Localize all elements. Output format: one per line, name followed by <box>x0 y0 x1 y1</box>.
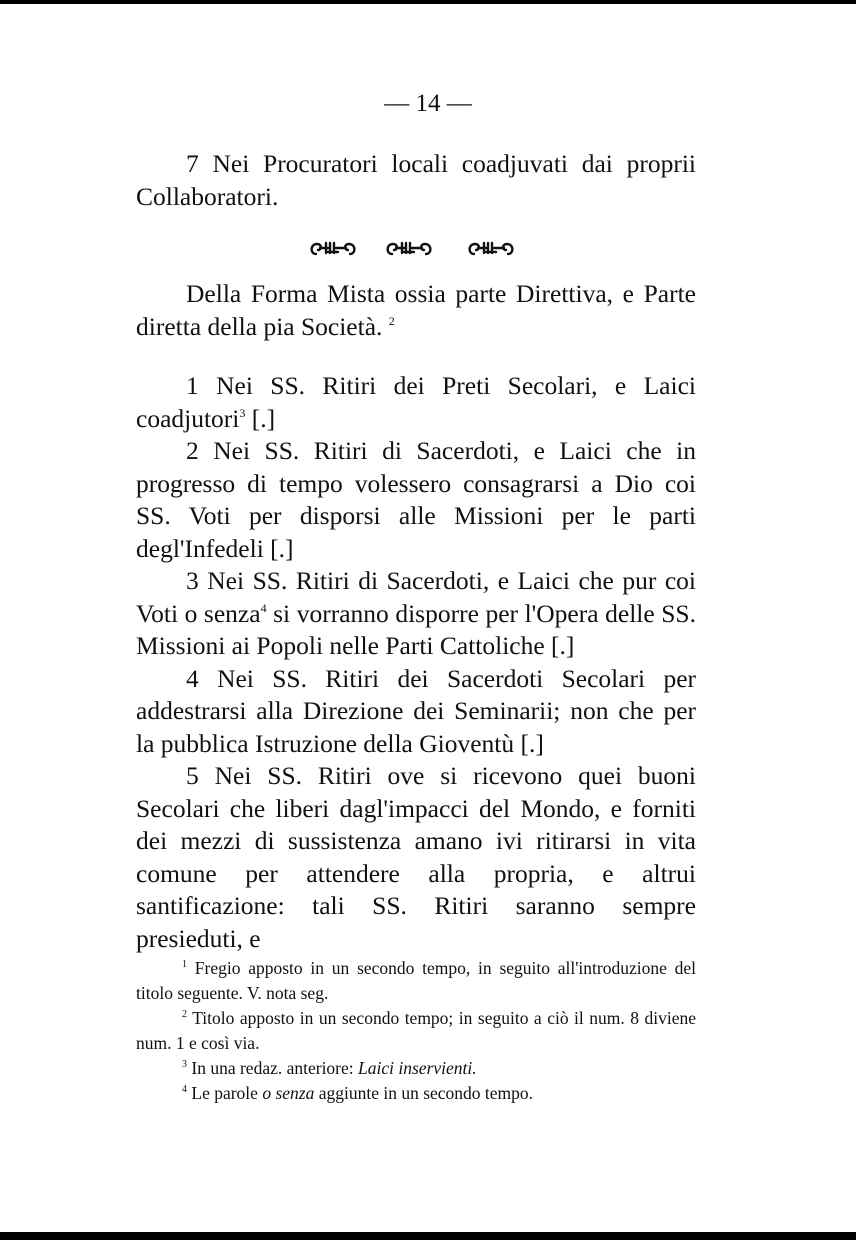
page-number: — 14 — <box>384 90 472 117</box>
list-item-text: 1 Nei SS. Ritiri dei Preti Secolari, e Laici coadjutori <box>136 371 696 433</box>
intro-paragraph <box>136 148 696 213</box>
footnote <box>136 1081 696 1106</box>
footnote-number: 4 <box>182 1084 187 1095</box>
scroll-ornament-icon <box>466 234 516 264</box>
list-item-tail: si vorranno disporre per l'Opera delle SS. Missioni ai Popoli nelle Parti Cattoliche [.] <box>136 598 696 660</box>
footnote-marker: 4 <box>260 600 267 615</box>
footnote-text: Fregio apposto in un secondo tempo, in seguito all'introduzione del titolo seguente. V. nota seg. <box>136 958 696 1003</box>
list-item-text: 5 Nei SS. Ritiri ove si ricevono quei buoni Secolari che liberi dagl'impacci del Mondo, e forniti dei mezzi di sussistenza amano ivi ritirarsi in vita comune per attendere alla propria, e altrui santificazione: tali SS. Ritiri saranno sempre presieduti, e <box>136 761 696 953</box>
footnote <box>136 1056 696 1081</box>
footnote-text: Le parole <box>191 1083 263 1103</box>
section-heading <box>136 278 696 343</box>
footnote-marker: 3 <box>239 405 246 420</box>
footnote-text: In una redaz. anteriore: <box>191 1058 359 1078</box>
list-item-text: 2 Nei SS. Ritiri di Sacerdoti, e Laici che in progresso di tempo volessero consagrarsi a Dio coi SS. Voti per disporsi alle Missioni per le parti degl'Infedeli [.] <box>136 436 696 563</box>
footnotes <box>136 956 696 1106</box>
footnote-text: Titolo apposto in un secondo tempo; in seguito a ciò il num. 8 diviene num. 1 e così via. <box>136 1008 696 1053</box>
list-item-text: 4 Nei SS. Ritiri dei Sacerdoti Secolari per addestrarsi alla Direzione dei Seminarii; non che per la pubblica Istruzione della Gioventù [.] <box>136 663 696 758</box>
footnote <box>136 956 696 1006</box>
footnote-marker: 2 <box>388 313 395 328</box>
list-item-text: 3 Nei SS. Ritiri di Sacerdoti, e Laici che pur coi Voti o senza <box>136 566 696 628</box>
items-list <box>136 370 696 955</box>
footnote-number: 1 <box>182 959 187 970</box>
scroll-ornament-icon <box>384 234 434 264</box>
heading-text: Della Forma Mista ossia parte Direttiva, e Parte diretta della pia Società. <box>136 279 696 341</box>
list-item <box>136 760 696 955</box>
scroll-ornament-icon <box>308 234 358 264</box>
footnote-italic-text: o senza <box>262 1083 315 1103</box>
list-item <box>136 370 696 435</box>
footnote-number: 3 <box>182 1059 187 1070</box>
footnote <box>136 1006 696 1056</box>
top-border-rule <box>0 0 856 4</box>
footnote-number: 2 <box>182 1009 187 1020</box>
intro-paragraph-text: 7 Nei Procuratori locali coadjuvati dai proprii Collaboratori. <box>136 149 696 211</box>
bottom-border-rule <box>0 1232 856 1240</box>
list-item <box>136 565 696 663</box>
footnote-italic-text: Laici inservienti. <box>358 1058 477 1078</box>
list-item <box>136 435 696 565</box>
section-heading-text <box>136 278 696 343</box>
ornament-row <box>0 234 856 264</box>
list-item-tail: [.] <box>245 403 276 433</box>
list-item <box>136 663 696 761</box>
footnote-tail: aggiunte in un secondo tempo. <box>314 1083 534 1103</box>
